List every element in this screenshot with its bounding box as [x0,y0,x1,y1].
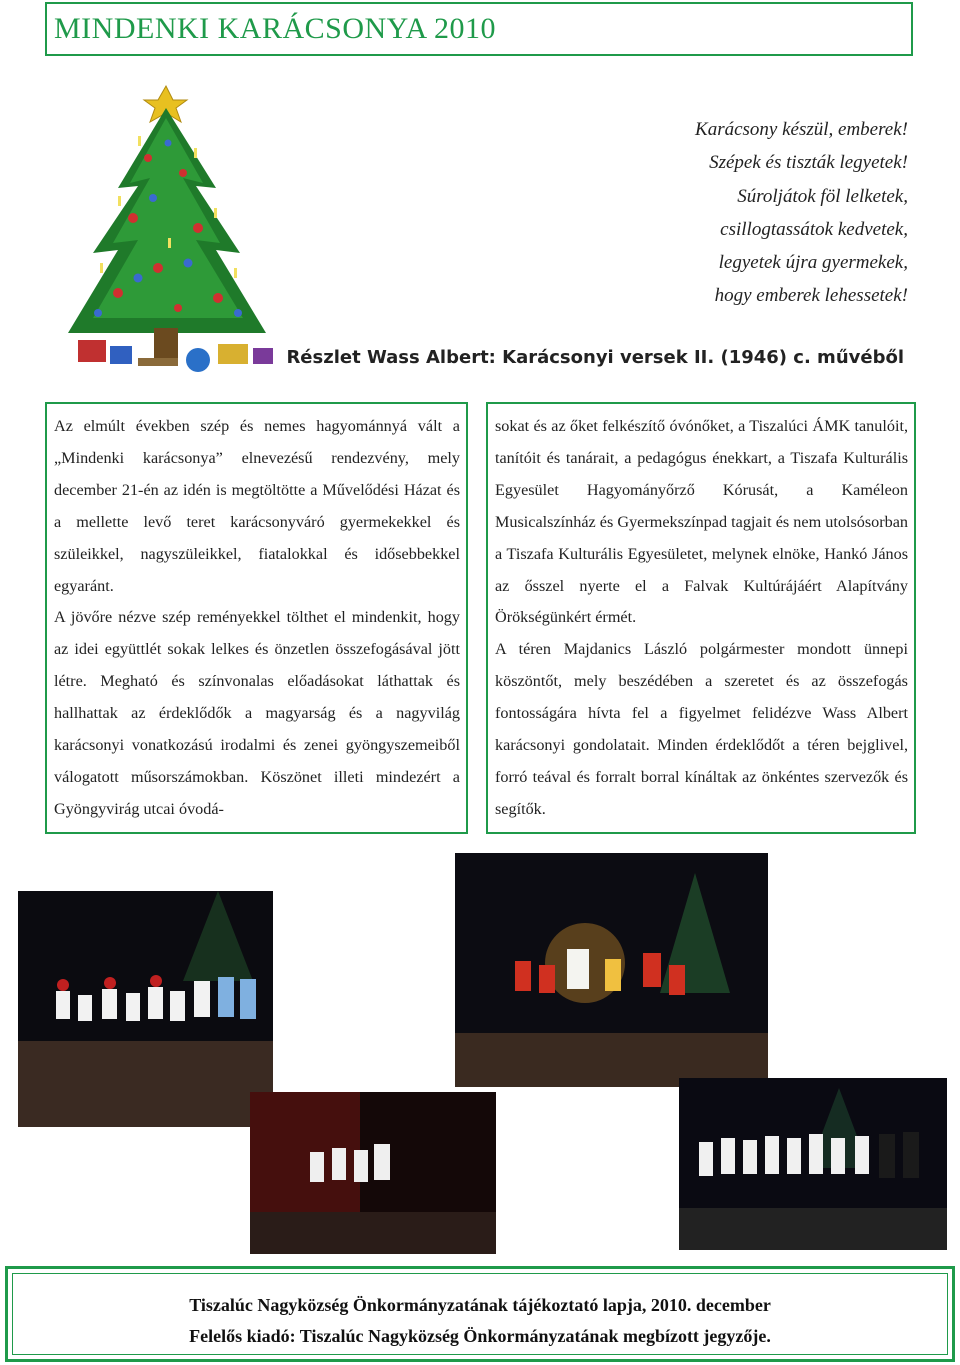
footer-publication-line: Tiszalúc Nagyközség Önkormányzatának tájékoztató lapja, 2010. december [189,1295,771,1315]
article-paragraph: A téren Majdanics László polgármester mondott ünnepi köszöntőt, mely beszédében a szeretet és az összefogás fontosságára hívta fel a figyelmet felidézve Wass Albert karácsonyi gondolatait. Minden érdeklődőt a téren bejglivel, forró teával és forralt borral kínáltak az önkéntes szervezők és segítők. [495,640,908,818]
poem-line: Szépek és tiszták legyetek! [709,152,908,174]
photo-children-choir [18,891,273,1127]
footer-inner-border [12,1273,948,1355]
article-paragraph: A jövőre nézve szép reményekkel tölthet el mindenkit, hogy az idei együttlét sokak lelkes és önzetlen összefogásával jött létre. Megható és színvonalas előadásokat láthattak és hallhattak az érdeklődők a magyarság és a nagyvilág karácsonyi vonatkozású irodalmi és zenei gyöngyszemeiből válogatott műsorszámokban. Köszönet illeti mindezért a Gyöngyvirág utcai óvodá- [54,608,460,818]
photo-adult-choir [250,1092,496,1254]
poem-credit: Részlet Wass Albert: Karácsonyi versek II. (1946) c. művéből [286,347,904,368]
article-paragraph: sokat és az őket felkészítő óvónőket, a Tiszalúci ÁMK tanulóit, tanítóit és tanárait, a pedagógus énekkart, a Tiszafa Kulturális Egyesület Hagyományőrző Kórusát, a Kaméleon Musicalszínház és Gyermekszínpad tagjait és nem utolsósorban a Tiszafa Kulturális Egyesületet, melynek elnöke, Hankó János az ősszel nyerte el a Falvak Kultúrájáért Alapítvány Örökségünkért érmét. [495,417,908,627]
page-title: MINDENKI KARÁCSONYA 2010 [54,12,497,45]
poem-line: hogy emberek lehessetek! [714,285,908,307]
photo-singers-group [679,1078,947,1250]
photo-dance-group [455,853,768,1087]
poem-line: Karácsony készül, emberek! [695,119,908,140]
poem [488,113,908,313]
title-box [45,2,913,56]
footer-box [5,1266,955,1362]
poem-line: Súroljátok föl lelketek, [737,185,908,207]
article-column-right [486,402,916,834]
article-column-left [45,402,468,834]
poem-line: legyetek újra gyermekek, [718,252,908,274]
christmas-tree-illustration [38,78,293,384]
poem-line: csillogtassátok kedvetek, [720,218,908,240]
article-paragraph: Az elmúlt években szép és nemes hagyománnyá vált a „Mindenki karácsonya” elnevezésű rendezvény, mely december 21-én az idén is megtöltötte a Művelődési Házat és a mellette levő teret karácsonyváró gyermekekkel és szüleikkel, nagyszüleikkel, fiatalokkal és idősebbekkel egyaránt. [54,417,460,595]
footer-publisher-line: Felelős kiadó: Tiszalúc Nagyközség Önkormányzatának megbízott jegyzője. [189,1326,771,1346]
